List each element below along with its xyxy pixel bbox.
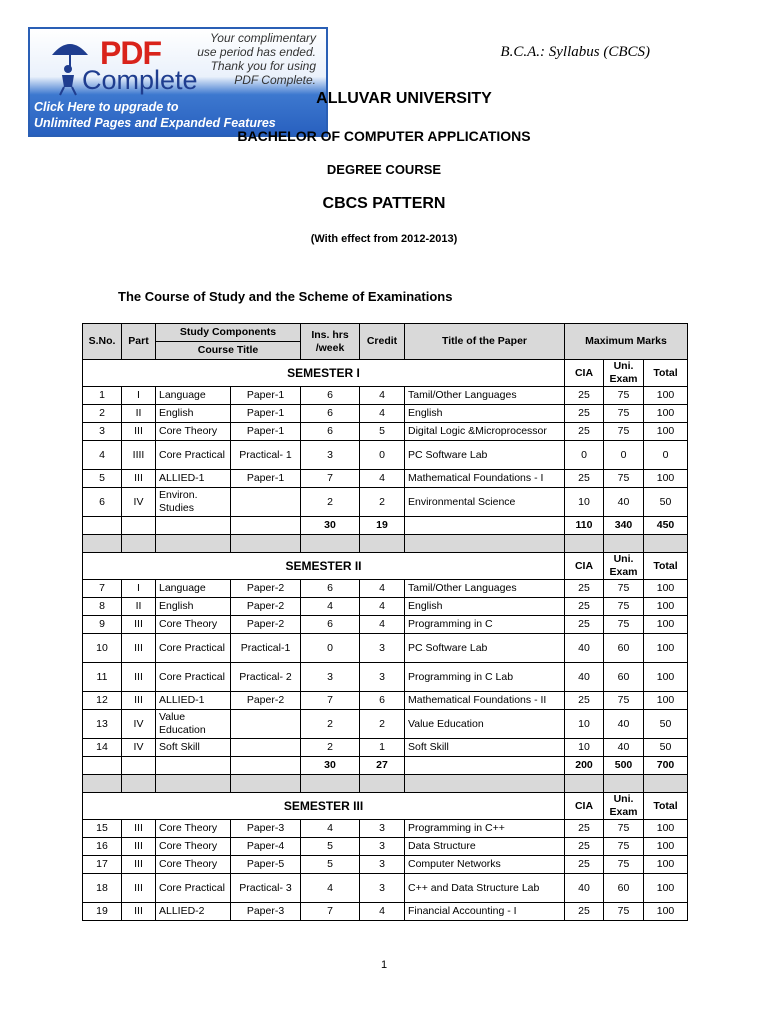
table-row — [83, 634, 688, 663]
table-row — [83, 598, 688, 616]
cia-cell: 25 — [565, 387, 604, 405]
credit-cell: 4 — [360, 598, 405, 616]
credit-cell: 3 — [360, 856, 405, 874]
sno-cell: 15 — [83, 820, 122, 838]
uni-exam-heading: Uni. Exam — [604, 553, 644, 580]
table-row — [83, 580, 688, 598]
uni-exam-cell: 75 — [604, 856, 644, 874]
separator-row — [83, 775, 688, 793]
table-header-row — [83, 324, 688, 342]
cia-cell: 25 — [565, 820, 604, 838]
credit-cell: 4 — [360, 580, 405, 598]
uni-exam-cell: 60 — [604, 874, 644, 903]
table-row — [83, 874, 688, 903]
part-cell: III — [122, 856, 156, 874]
uni-exam-cell: 75 — [604, 616, 644, 634]
sno-cell: 13 — [83, 710, 122, 739]
credit-cell: 6 — [360, 692, 405, 710]
total-cell: 100 — [644, 820, 688, 838]
sno-cell: 10 — [83, 634, 122, 663]
separator-cell — [604, 535, 644, 553]
credit-cell: 4 — [360, 903, 405, 921]
part-cell: I — [122, 580, 156, 598]
uni-exam-cell: 40 — [604, 739, 644, 757]
credit-cell: 2 — [360, 488, 405, 517]
part-cell: IV — [122, 710, 156, 739]
table-row — [83, 663, 688, 692]
separator-cell — [301, 535, 360, 553]
part-cell: III — [122, 820, 156, 838]
cia-cell: 40 — [565, 634, 604, 663]
course-title-cell: Practical- 3 — [231, 874, 301, 903]
semester-heading-row — [83, 360, 688, 387]
uni-exam-cell: 0 — [604, 441, 644, 470]
credit-cell: 3 — [360, 838, 405, 856]
cia-cell: 40 — [565, 663, 604, 692]
hrs-cell: 6 — [301, 616, 360, 634]
header-ins-hrs: Ins. hrs /week — [301, 324, 360, 360]
semester-name: SEMESTER II — [83, 553, 565, 580]
hrs-cell: 7 — [301, 903, 360, 921]
hrs-cell: 5 — [301, 838, 360, 856]
credit-cell: 0 — [360, 441, 405, 470]
table-row — [83, 739, 688, 757]
paper-title-cell: PC Software Lab — [405, 441, 565, 470]
total-cia-cell: 200 — [565, 757, 604, 775]
sno-cell: 19 — [83, 903, 122, 921]
hrs-cell: 6 — [301, 387, 360, 405]
total-cell: 100 — [644, 663, 688, 692]
total-cell: 100 — [644, 616, 688, 634]
table-row — [83, 470, 688, 488]
pdf-complete-upgrade-banner[interactable] — [28, 27, 328, 137]
credit-cell: 4 — [360, 387, 405, 405]
part-cell: II — [122, 598, 156, 616]
course-title-cell: Paper-1 — [231, 405, 301, 423]
sno-cell: 1 — [83, 387, 122, 405]
paper-title-cell: Mathematical Foundations - I — [405, 470, 565, 488]
cia-cell: 10 — [565, 710, 604, 739]
pattern-title: CBCS PATTERN — [322, 195, 446, 212]
course-title-cell: Paper-2 — [231, 598, 301, 616]
hrs-cell: 3 — [301, 441, 360, 470]
uni-exam-cell: 60 — [604, 663, 644, 692]
course-title: DEGREE COURSE — [326, 162, 442, 177]
study-component-cell: Value Education — [156, 710, 231, 739]
total-cell: 100 — [644, 634, 688, 663]
section-subtitle: The Course of Study and the Scheme of Examinations — [118, 289, 453, 304]
table-row — [83, 838, 688, 856]
total-hrs-cell: 30 — [301, 517, 360, 535]
paper-title-cell: Soft Skill — [405, 739, 565, 757]
hrs-cell: 3 — [301, 663, 360, 692]
separator-cell — [231, 535, 301, 553]
hrs-cell: 2 — [301, 710, 360, 739]
uni-exam-cell: 75 — [604, 692, 644, 710]
sno-cell: 18 — [83, 874, 122, 903]
header-syllabus-label: B.C.A.: Syllabus (CBCS) — [500, 44, 650, 60]
credit-cell: 1 — [360, 739, 405, 757]
total-credit-cell: 27 — [360, 757, 405, 775]
part-cell: I — [122, 387, 156, 405]
separator-cell — [231, 775, 301, 793]
empty-cell — [122, 517, 156, 535]
uni-exam-cell: 75 — [604, 903, 644, 921]
separator-cell — [301, 775, 360, 793]
separator-cell — [156, 775, 231, 793]
sno-cell: 14 — [83, 739, 122, 757]
table-row — [83, 856, 688, 874]
uni-exam-cell: 40 — [604, 710, 644, 739]
total-heading: Total — [644, 553, 688, 580]
uni-exam-cell: 75 — [604, 387, 644, 405]
study-component-cell: Core Practical — [156, 441, 231, 470]
university-title: ALLUVAR UNIVERSITY — [316, 90, 492, 107]
separator-cell — [565, 535, 604, 553]
course-title-cell: Practical- 1 — [231, 441, 301, 470]
study-component-cell: Core Practical — [156, 874, 231, 903]
page-number: 1 — [380, 959, 388, 971]
total-cell: 100 — [644, 387, 688, 405]
separator-cell — [360, 535, 405, 553]
course-title-cell: Practical-1 — [231, 634, 301, 663]
logo-pdf-text: PDF — [100, 35, 161, 71]
semester-heading-row — [83, 553, 688, 580]
separator-cell — [360, 775, 405, 793]
study-component-cell: Core Theory — [156, 820, 231, 838]
cia-cell: 25 — [565, 692, 604, 710]
paper-title-cell: Data Structure — [405, 838, 565, 856]
cia-cell: 25 — [565, 598, 604, 616]
course-title-cell: Practical- 2 — [231, 663, 301, 692]
total-hrs-cell: 30 — [301, 757, 360, 775]
uni-exam-cell: 75 — [604, 405, 644, 423]
uni-exam-cell: 75 — [604, 838, 644, 856]
hrs-cell: 6 — [301, 423, 360, 441]
course-title-cell: Paper-1 — [231, 470, 301, 488]
course-title-cell — [231, 488, 301, 517]
course-title-cell — [231, 710, 301, 739]
separator-row — [83, 535, 688, 553]
separator-cell — [122, 535, 156, 553]
empty-cell — [156, 517, 231, 535]
sno-cell: 8 — [83, 598, 122, 616]
course-title-cell: Paper-2 — [231, 616, 301, 634]
table-row — [83, 488, 688, 517]
empty-cell — [231, 757, 301, 775]
total-cell: 100 — [644, 598, 688, 616]
sno-cell: 11 — [83, 663, 122, 692]
total-cell: 0 — [644, 441, 688, 470]
sno-cell: 2 — [83, 405, 122, 423]
uni-exam-cell: 40 — [604, 488, 644, 517]
message-line: Thank you for using — [210, 59, 316, 73]
message-line: use period has ended. — [197, 45, 316, 59]
study-component-cell: Soft Skill — [156, 739, 231, 757]
grand-total-cell: 450 — [644, 517, 688, 535]
course-title-cell — [231, 739, 301, 757]
upgrade-line[interactable]: Click Here to upgrade to — [34, 100, 179, 114]
part-cell: III — [122, 470, 156, 488]
part-cell: III — [122, 903, 156, 921]
paper-title-cell: Programming in C++ — [405, 820, 565, 838]
paper-title-cell: Financial Accounting - I — [405, 903, 565, 921]
cia-cell: 25 — [565, 616, 604, 634]
totals-row — [83, 517, 688, 535]
upgrade-line[interactable]: Unlimited Pages and Expanded Features — [34, 116, 276, 130]
cia-cell: 25 — [565, 423, 604, 441]
cia-cell: 25 — [565, 856, 604, 874]
sno-cell: 9 — [83, 616, 122, 634]
uni-exam-cell: 60 — [604, 634, 644, 663]
table-row — [83, 423, 688, 441]
hrs-cell: 0 — [301, 634, 360, 663]
separator-cell — [156, 535, 231, 553]
study-component-cell: ALLIED-1 — [156, 470, 231, 488]
hrs-cell: 4 — [301, 598, 360, 616]
uni-exam-cell: 75 — [604, 470, 644, 488]
separator-cell — [122, 775, 156, 793]
header-sno: S.No. — [83, 324, 122, 360]
cia-cell: 40 — [565, 874, 604, 903]
paper-title-cell: Programming in C Lab — [405, 663, 565, 692]
total-cell: 100 — [644, 692, 688, 710]
separator-cell — [644, 775, 688, 793]
uni-exam-heading: Uni. Exam — [604, 793, 644, 820]
total-cell: 100 — [644, 856, 688, 874]
separator-cell — [83, 535, 122, 553]
table-row — [83, 405, 688, 423]
paper-title-cell: PC Software Lab — [405, 634, 565, 663]
part-cell: III — [122, 838, 156, 856]
sno-cell: 16 — [83, 838, 122, 856]
hrs-cell: 5 — [301, 856, 360, 874]
part-cell: III — [122, 616, 156, 634]
study-component-cell: Language — [156, 580, 231, 598]
hrs-cell: 7 — [301, 692, 360, 710]
total-cell: 100 — [644, 405, 688, 423]
header-credit: Credit — [360, 324, 405, 360]
sno-cell: 6 — [83, 488, 122, 517]
credit-cell: 3 — [360, 874, 405, 903]
paper-title-cell: Computer Networks — [405, 856, 565, 874]
credit-cell: 4 — [360, 470, 405, 488]
message-line: Your complimentary — [209, 31, 316, 45]
cia-cell: 0 — [565, 441, 604, 470]
program-title: BACHELOR OF COMPUTER APPLICATIONS — [237, 128, 531, 144]
credit-cell: 3 — [360, 634, 405, 663]
hrs-cell: 6 — [301, 405, 360, 423]
part-cell: III — [122, 663, 156, 692]
total-cell: 50 — [644, 739, 688, 757]
paper-title-cell: Tamil/Other Languages — [405, 580, 565, 598]
sno-cell: 3 — [83, 423, 122, 441]
separator-cell — [405, 775, 565, 793]
course-title-cell: Paper-1 — [231, 423, 301, 441]
grand-total-cell: 700 — [644, 757, 688, 775]
part-cell: IIII — [122, 441, 156, 470]
paper-title-cell: English — [405, 598, 565, 616]
course-title-cell: Paper-4 — [231, 838, 301, 856]
paper-title-cell: Digital Logic &Microprocessor — [405, 423, 565, 441]
empty-cell — [405, 757, 565, 775]
paper-title-cell: C++ and Data Structure Lab — [405, 874, 565, 903]
semester-name: SEMESTER I — [83, 360, 565, 387]
uni-exam-cell: 75 — [604, 423, 644, 441]
part-cell: IV — [122, 739, 156, 757]
table-row — [83, 616, 688, 634]
study-component-cell: English — [156, 405, 231, 423]
study-component-cell: Core Theory — [156, 616, 231, 634]
total-cia-cell: 110 — [565, 517, 604, 535]
table-row — [83, 710, 688, 739]
totals-row — [83, 757, 688, 775]
hrs-cell: 7 — [301, 470, 360, 488]
credit-cell: 3 — [360, 820, 405, 838]
total-cell: 100 — [644, 470, 688, 488]
total-cell: 100 — [644, 580, 688, 598]
trial-ended-message — [166, 31, 316, 87]
cia-heading: CIA — [565, 553, 604, 580]
hrs-cell: 2 — [301, 739, 360, 757]
part-cell: III — [122, 423, 156, 441]
credit-cell: 5 — [360, 423, 405, 441]
study-component-cell: Core Theory — [156, 856, 231, 874]
study-component-cell: ALLIED-2 — [156, 903, 231, 921]
sno-cell: 17 — [83, 856, 122, 874]
empty-cell — [231, 517, 301, 535]
separator-cell — [604, 775, 644, 793]
study-component-cell: Core Practical — [156, 634, 231, 663]
table-row — [83, 820, 688, 838]
course-title-cell: Paper-2 — [231, 692, 301, 710]
total-heading: Total — [644, 793, 688, 820]
study-component-cell: English — [156, 598, 231, 616]
syllabus-table — [82, 323, 688, 921]
credit-cell: 2 — [360, 710, 405, 739]
total-heading: Total — [644, 360, 688, 387]
part-cell: IV — [122, 488, 156, 517]
header-study-components: Study Components — [156, 324, 301, 342]
credit-cell: 3 — [360, 663, 405, 692]
hrs-cell: 4 — [301, 820, 360, 838]
separator-cell — [565, 775, 604, 793]
hrs-cell: 4 — [301, 874, 360, 903]
cia-heading: CIA — [565, 793, 604, 820]
part-cell: III — [122, 692, 156, 710]
table-row — [83, 692, 688, 710]
paper-title-cell: English — [405, 405, 565, 423]
total-credit-cell: 19 — [360, 517, 405, 535]
course-title-cell: Paper-1 — [231, 387, 301, 405]
total-cell: 100 — [644, 423, 688, 441]
part-cell: III — [122, 874, 156, 903]
cia-cell: 25 — [565, 580, 604, 598]
total-cell: 100 — [644, 838, 688, 856]
course-title-cell: Paper-5 — [231, 856, 301, 874]
empty-cell — [405, 517, 565, 535]
empty-cell — [83, 517, 122, 535]
uni-exam-cell: 75 — [604, 580, 644, 598]
study-component-cell: Core Practical — [156, 663, 231, 692]
effect-note: (With effect from 2012-2013) — [310, 233, 458, 245]
cia-cell: 25 — [565, 838, 604, 856]
message-line: PDF Complete. — [234, 73, 316, 87]
table-row — [83, 903, 688, 921]
cia-cell: 25 — [565, 405, 604, 423]
cia-cell: 10 — [565, 739, 604, 757]
empty-cell — [83, 757, 122, 775]
paper-title-cell: Environmental Science — [405, 488, 565, 517]
hrs-cell: 2 — [301, 488, 360, 517]
study-component-cell: Core Theory — [156, 423, 231, 441]
total-cell: 50 — [644, 488, 688, 517]
total-cell: 100 — [644, 874, 688, 903]
credit-cell: 4 — [360, 616, 405, 634]
uni-exam-cell: 75 — [604, 598, 644, 616]
part-cell: II — [122, 405, 156, 423]
logo-complete-text: Complete — [82, 65, 198, 95]
sno-cell: 4 — [83, 441, 122, 470]
semester-heading-row — [83, 793, 688, 820]
header-course-title: Course Title — [156, 342, 301, 360]
part-cell: III — [122, 634, 156, 663]
study-component-cell: Core Theory — [156, 838, 231, 856]
course-title-cell: Paper-3 — [231, 903, 301, 921]
table-row — [83, 387, 688, 405]
header-max-marks: Maximum Marks — [565, 324, 688, 360]
paper-title-cell: Value Education — [405, 710, 565, 739]
header-part: Part — [122, 324, 156, 360]
total-cell: 100 — [644, 903, 688, 921]
study-component-cell: Language — [156, 387, 231, 405]
semester-name: SEMESTER III — [83, 793, 565, 820]
separator-cell — [644, 535, 688, 553]
sno-cell: 5 — [83, 470, 122, 488]
cia-heading: CIA — [565, 360, 604, 387]
study-component-cell: ALLIED-1 — [156, 692, 231, 710]
header-paper-title: Title of the Paper — [405, 324, 565, 360]
total-uni-cell: 340 — [604, 517, 644, 535]
empty-cell — [122, 757, 156, 775]
paper-title-cell: Programming in C — [405, 616, 565, 634]
course-title-cell: Paper-3 — [231, 820, 301, 838]
hrs-cell: 6 — [301, 580, 360, 598]
paper-title-cell: Tamil/Other Languages — [405, 387, 565, 405]
uni-exam-cell: 75 — [604, 820, 644, 838]
uni-exam-heading: Uni. Exam — [604, 360, 644, 387]
cia-cell: 10 — [565, 488, 604, 517]
credit-cell: 4 — [360, 405, 405, 423]
total-cell: 50 — [644, 710, 688, 739]
course-title-cell: Paper-2 — [231, 580, 301, 598]
separator-cell — [405, 535, 565, 553]
sno-cell: 7 — [83, 580, 122, 598]
table-row — [83, 441, 688, 470]
separator-cell — [83, 775, 122, 793]
empty-cell — [156, 757, 231, 775]
cia-cell: 25 — [565, 903, 604, 921]
total-uni-cell: 500 — [604, 757, 644, 775]
paper-title-cell: Mathematical Foundations - II — [405, 692, 565, 710]
study-component-cell: Environ. Studies — [156, 488, 231, 517]
cia-cell: 25 — [565, 470, 604, 488]
sno-cell: 12 — [83, 692, 122, 710]
